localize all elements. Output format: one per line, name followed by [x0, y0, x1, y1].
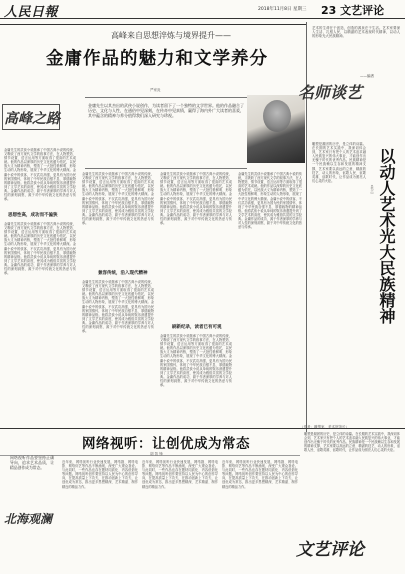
article-body-col2b: 金庸先生的武侠小说继承了中国古典小说的传统，又吸收了西方现代文学的叙事方法，在人物塑造、情节设置、语言运用等方面取得了很高的艺术成就。他的作品以深厚的历史文化底蕴为依托，以民族大义为精神内核，塑造了一大批性格鲜明、形象生动的人物形象，展现了中华文化的博大精深。金庸小说中的侠客，不仅武功高强，更具有为国为民的家国情怀，体现了中华民族自强不息、厚德载物的精神品格。他将武侠小说从单纯的娱乐消遣提升到了文学艺术的高度，使其成为雅俗共赏的文学经典。金庸作品的成功，源于作者深厚的学养与对人性的深刻洞察，源于对中华传统文化的热爱与传承。: [82, 280, 154, 334]
article-body-col3: 金庸先生的武侠小说继承了中国古典小说的传统，又吸收了西方现代文学的叙事方法，在人物塑造、情节设置、语言运用等方面取得了很高的艺术成就。他的作品以深厚的历史文化底蕴为依托，以民族大义为精神内核，塑造了一大批性格鲜明、形象生动的人物形象，展现了中华文化的博大精深。金庸小说中的侠客，不仅武功高强，更具有为国为民的家国情怀，体现了中华民族自强不息、厚德载物的精神品格。他将武侠小说从单纯的娱乐消遣提升到了文学艺术的高度，使其成为雅俗共赏的文学经典。金庸作品的成功，源于作者深厚的学养与对人性的深刻洞察，源于对中华传统文化的热爱与传承。: [160, 172, 232, 226]
section-corner-logo: 文艺评论: [296, 540, 364, 560]
article-kicker: 高峰来自思想淬炼与境界提升——: [111, 31, 231, 40]
article-body-col2: 金庸先生的武侠小说继承了中国古典小说的传统，又吸收了西方现代文学的叙事方法，在人物塑造、情节设置、语言运用等方面取得了很高的艺术成就。他的作品以深厚的历史文化底蕴为依托，以民族大义为精神内核，塑造了一大批性格鲜明、形象生动的人物形象，展现了中华文化的博大精深。金庸小说中的侠客，不仅武功高强，更具有为国为民的家国情怀，体现了中华民族自强不息、厚德载物的精神品格。他将武侠小说从单纯的娱乐消遣提升到了文学艺术的高度，使其成为雅俗共赏的文学经典。金庸作品的成功，源于作者深厚的学养与对人性的深刻洞察，源于对中华传统文化的热爱与传承。: [82, 172, 154, 226]
article-body-col3b: 金庸先生的武侠小说继承了中国古典小说的传统，又吸收了西方现代文学的叙事方法，在人物塑造、情节设置、语言运用等方面取得了很高的艺术成就。他的作品以深厚的历史文化底蕴为依托，以民族大义为精神内核，塑造了一大批性格鲜明、形象生动的人物形象，展现了中华文化的博大精深。金庸小说中的侠客，不仅武功高强，更具有为国为民的家国情怀，体现了中华民族自强不息、厚德载物的精神品格。他将武侠小说从单纯的娱乐消遣提升到了文学艺术的高度，使其成为雅俗共赏的文学经典。金庸作品的成功，源于作者深厚的学养与对人性的深刻洞察，源于对中华传统文化的热爱与传承。: [160, 334, 232, 388]
article-body-col1b: 金庸先生的武侠小说继承了中国古典小说的传统，又吸收了西方现代文学的叙事方法，在人物塑造、情节设置、语言运用等方面取得了很高的艺术成就。他的作品以深厚的历史文化底蕴为依托，以民族大义为精神内核，塑造了一大批性格鲜明、形象生动的人物形象，展现了中华文化的博大精深。金庸小说中的侠客，不仅武功高强，更具有为国为民的家国情怀，体现了中华民族自强不息、厚德载物的精神品格。他将武侠小说从单纯的娱乐消遣提升到了文学艺术的高度，使其成为雅俗共赏的文学经典。金庸作品的成功，源于作者深厚的学养与对人性的深刻洞察，源于对中华传统文化的热爱与传承。: [4, 222, 76, 276]
subhead-2: 兼容传统，沿入现代精神: [98, 271, 148, 276]
article-byline: 严家炎: [150, 88, 161, 92]
right-intro-signature: ——编者: [360, 74, 374, 78]
right-body: 雕塑是凝固的历史，是立体的诗篇。在长期的艺术实践中，我深切体会到，艺术家只有把个人的艺术追求融入民族复兴的伟大事业，才能创作出无愧于时代的优秀作品。民族精神是一个民族赖以生存和发展的精神支撑，艺术家要以高远的立意、精湛的技艺、动人的形象，讴歌人民、讴歌英雄、讴歌时代，让作品成为照亮人们心灵的火炬。: [312, 142, 366, 183]
newspaper-logo: 人民日報: [4, 5, 59, 20]
portrait-face: [263, 100, 291, 132]
bottom-body-col3: 近年来，网络视听行业快速发展，网络剧、网络电影、网络综艺等作品不断涌现，深受广大观众喜爱。与此同时，一些作品也存在题材同质化、内容低俗化等问题。网络视听创作要坚持以人民为中心的创作导向，在提高质量上下功夫，在推动创新上下功夫，让创优成为常态，推出更多思想精深、艺术精湛、制作精良的精品力作。: [222, 460, 298, 489]
page-number: 23: [321, 4, 337, 17]
dateline: 2018年11月8日 星期三: [258, 7, 307, 12]
bottom-body-col1: 近年来，网络视听行业快速发展，网络剧、网络电影、网络综艺等作品不断涌现，深受广大观众喜爱。与此同时，一些作品也存在题材同质化、内容低俗化等问题。网络视听创作要坚持以人民为中心的创作导向，在提高质量上下功夫，在推动创新上下功夫，让创优成为常态，推出更多思想精深、艺术精湛、制作精良的精品力作。: [62, 460, 138, 489]
bottom-headline: 网络视听：让创优成为常态: [82, 436, 250, 452]
right-headline: 以动人艺术光大民族精神: [377, 148, 396, 324]
right-credit: （作者：雕塑家、美术馆馆长）: [300, 425, 349, 429]
subhead-3: 刷新纪录，读者已有可观: [172, 325, 222, 330]
right-body-continued: 雕塑是凝固的历史，是立体的诗篇。在长期的艺术实践中，我深切体会到，艺术家只有把个人的艺术追求融入民族复兴的伟大事业，才能创作出无愧于时代的优秀作品。民族精神是一个民族赖以生存和发展的精神支撑，艺术家要以高远的立意、精湛的技艺、动人的形象，讴歌人民、讴歌英雄、讴歌时代，让作品成为照亮人们心灵的火炬。: [304, 432, 400, 453]
article-body-col4: 金庸先生的武侠小说继承了中国古典小说的传统，又吸收了西方现代文学的叙事方法，在人物塑造、情节设置、语言运用等方面取得了很高的艺术成就。他的作品以深厚的历史文化底蕴为依托，以民族大义为精神内核，塑造了一大批性格鲜明、形象生动的人物形象，展现了中华文化的博大精深。金庸小说中的侠客，不仅武功高强，更具有为国为民的家国情怀，体现了中华民族自强不息、厚德载物的精神品格。他将武侠小说从单纯的娱乐消遣提升到了文学艺术的高度，使其成为雅俗共赏的文学经典。金庸作品的成功，源于作者深厚的学养与对人性的深刻洞察，源于对中华传统文化的热爱与传承。: [238, 172, 302, 230]
article-body-col1: 金庸先生的武侠小说继承了中国古典小说的传统，又吸收了西方现代文学的叙事方法，在人物塑造、情节设置、语言运用等方面取得了很高的艺术成就。他的作品以深厚的历史文化底蕴为依托，以民族大义为精神内核，塑造了一大批性格鲜明、形象生动的人物形象，展现了中华文化的博大精深。金庸小说中的侠客，不仅武功高强，更具有为国为民的家国情怀，体现了中华民族自强不息、厚德载物的精神品格。他将武侠小说从单纯的娱乐消遣提升到了文学艺术的高度，使其成为雅俗共赏的文学经典。金庸作品的成功，源于作者深厚的学养与对人性的深刻洞察，源于对中华传统文化的热爱与传承。: [4, 148, 76, 202]
bottom-byline: 胡 智 锋: [150, 452, 163, 456]
article-summary: 金庸先生以其杰出的武侠小说创作，为读者留下了一个独特的文学世界。他的作品融合了历史、文化与人性，在通俗中见深刻，在传奇中见真情，赢得了海内外广大读者的喜爱，其中蕴含的精神与养分值得我们深入研究与珍视。: [88, 103, 244, 119]
column-logo: 高峰之路: [4, 111, 60, 127]
article-headline: 金庸作品的魅力和文学养分: [46, 49, 268, 69]
pull-quote: 网络视听作品要坚持正确导向，追求艺术品质，让精品创作成为常态。: [10, 455, 54, 470]
bottom-column-logo: 北海观澜: [4, 512, 53, 526]
bottom-body-col2: 近年来，网络视听行业快速发展，网络剧、网络电影、网络综艺等作品不断涌现，深受广大观众喜爱。与此同时，一些作品也存在题材同质化、内容低俗化等问题。网络视听创作要坚持以人民为中心的创作导向，在提高质量上下功夫，在推动创新上下功夫，让创优成为常态，推出更多思想精深、艺术精湛、制作精良的精品力作。: [142, 460, 218, 489]
right-column-logo: 名师谈艺: [298, 83, 363, 102]
right-author: 吴为山: [370, 185, 374, 194]
section-name: 文艺评论: [340, 4, 385, 17]
rule: [0, 24, 306, 25]
subhead-1: 思想性高，成功而不偏狭: [8, 213, 58, 218]
page-section-label: [321, 2, 384, 18]
right-intro: 艺术的生命在于创造，创造的源泉在于生活。艺术家要深入生活、扎根人民，以精湛的艺术表现时代精神，以动人的形象光大民族精神。: [312, 26, 400, 39]
